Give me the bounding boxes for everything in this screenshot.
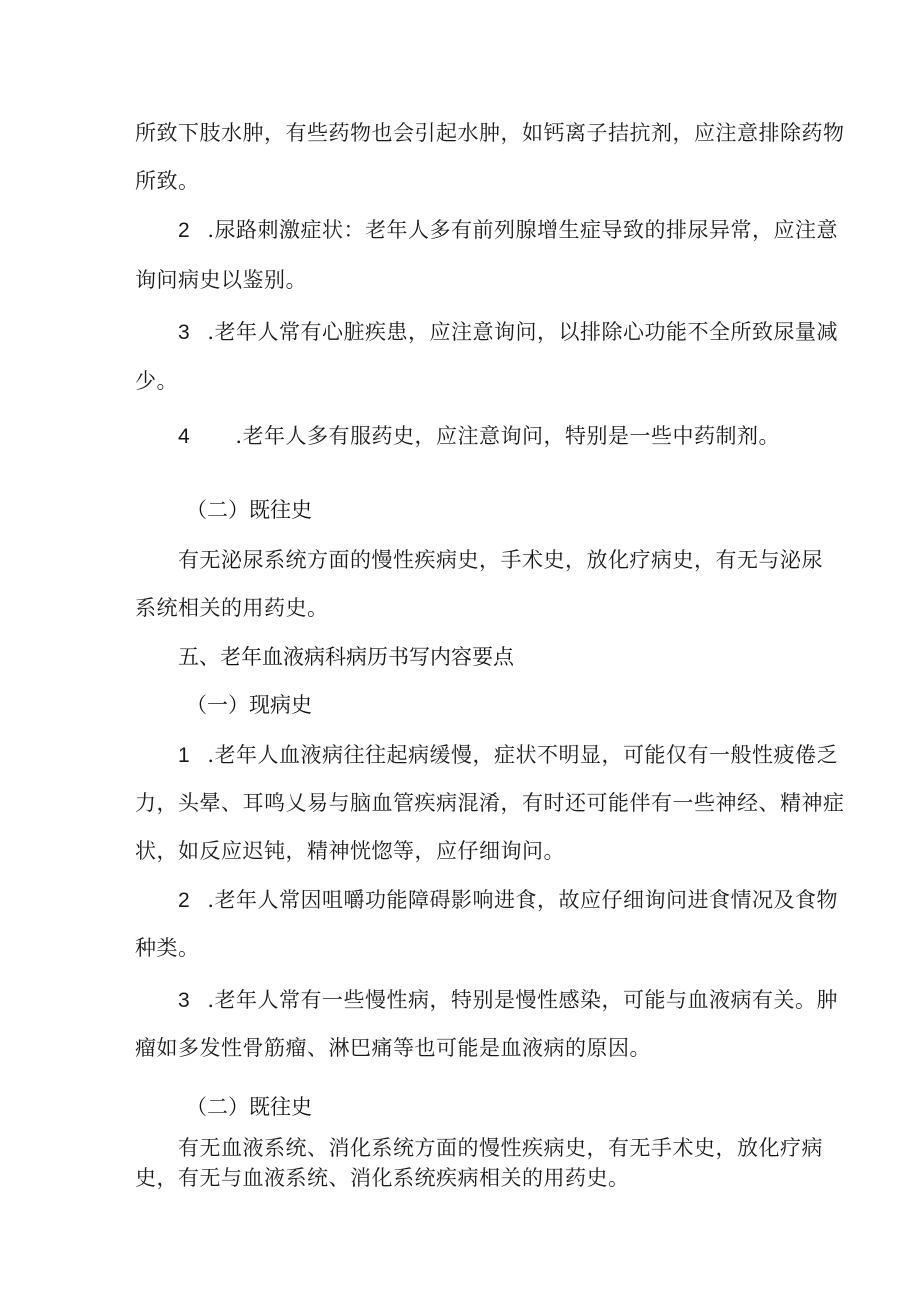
paragraph-line: 有无泌尿系统方面的慢性疾病史，手术史，放化疗病史，有无与泌尿	[178, 548, 823, 572]
list-item-2	[178, 215, 838, 246]
list-item-4	[178, 421, 780, 452]
list-item-2	[178, 885, 838, 916]
paragraph-line: 种类。	[135, 936, 200, 960]
section-heading-current-history: （一）现病史	[186, 693, 312, 717]
paragraph-line: 状，如反应迟钝，精神恍惚等，应仔细询问。	[135, 839, 565, 863]
list-item-text: .尿路刺激症状：老年人多有前列腺增生症导致的排尿异常，应注意	[207, 218, 839, 242]
paragraph-line: 所致。	[135, 169, 200, 193]
section-heading-past-history: （二）既往史	[186, 1095, 312, 1119]
list-item-1	[178, 740, 838, 771]
paragraph-line: 询问病史以鉴别。	[135, 268, 307, 292]
paragraph-line: 瘤如多发性骨筋瘤、淋巴痛等也可能是血液病的原因。	[135, 1036, 651, 1060]
list-number: 3	[178, 989, 191, 1012]
list-number: 3	[178, 321, 191, 344]
paragraph-line: 力，头晕、耳鸣乂易与脑血管疾病混淆，有时还可能伴有一些神经、精神症	[135, 791, 845, 815]
paragraph-line: 少。	[135, 369, 178, 393]
paragraph-line: 有无血液系统、消化系统方面的慢性疾病史，有无手术史，放化疗病	[178, 1136, 823, 1160]
section-heading-past-history: （二）既往史	[186, 498, 312, 522]
list-number: 1	[178, 744, 191, 767]
list-number: 2	[178, 889, 191, 912]
paragraph-line: 系统相关的用药史。	[135, 596, 329, 620]
list-number: 2	[178, 219, 191, 242]
list-item-text: .老年人常有心脏疾患，应注意询问，以排除心功能不全所致尿量减	[207, 320, 839, 344]
list-number: 4	[178, 425, 191, 448]
list-item-3	[178, 317, 838, 348]
list-item-3	[178, 985, 838, 1016]
list-item-text: .老年人常因咀嚼功能障碍影响进食，故应仔细询问进食情况及食物	[207, 888, 839, 912]
list-item-text: .老年人常有一些慢性病，特别是慢性感染，可能与血液病有关。肿	[207, 988, 839, 1012]
list-item-text: .老年人血液病往往起病缓慢，症状不明显，可能仅有一般性疲倦乏	[207, 743, 839, 767]
paragraph-line: 史，有无与血液系统、消化系统疾病相关的用药史。	[135, 1166, 630, 1190]
list-item-text: .老年人多有服药史，应注意询问，特别是一些中药制剂。	[235, 424, 781, 448]
paragraph-line: 所致下肢水肿，有些药物也会引起水肿，如钙离子拮抗剂，应注意排除药物	[135, 121, 845, 145]
section-title: 五、老年血液病科病历书写内容要点	[178, 645, 514, 669]
